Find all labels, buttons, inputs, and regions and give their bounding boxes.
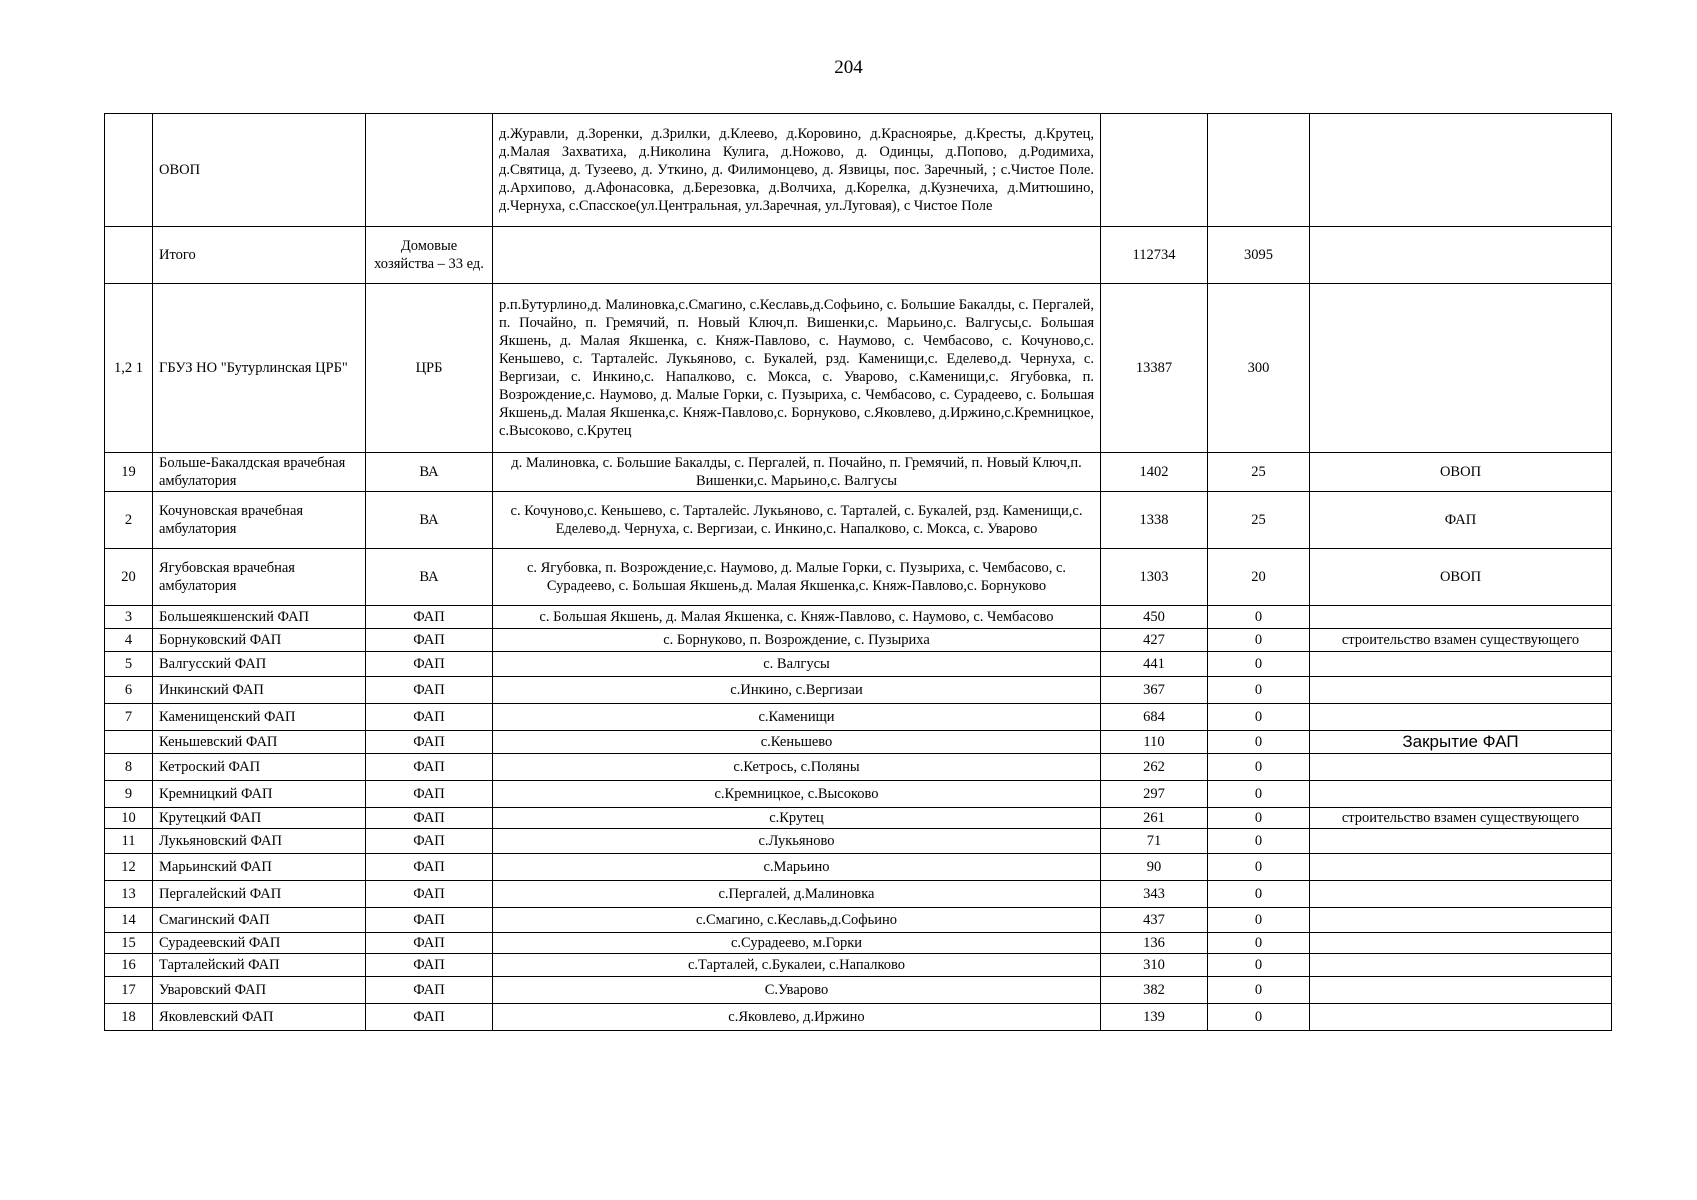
table-row	[105, 781, 1612, 808]
service-area: с.Смагино, с.Кеславь,д.Софьино	[493, 908, 1101, 933]
value: 20	[1208, 549, 1310, 606]
note: ФАП	[1310, 492, 1612, 549]
facility-name: Крутецкий ФАП	[153, 808, 366, 829]
value	[1208, 114, 1310, 227]
facility-type: ФАП	[366, 629, 493, 652]
table-row	[105, 453, 1612, 492]
population: 310	[1101, 954, 1208, 977]
value: 0	[1208, 808, 1310, 829]
value: 0	[1208, 754, 1310, 781]
table-row	[105, 284, 1612, 453]
row-number: 20	[105, 549, 153, 606]
row-number	[105, 114, 153, 227]
service-area: с. Борнуково, п. Возрождение, с. Пузыриха	[493, 629, 1101, 652]
population: 684	[1101, 704, 1208, 731]
value: 0	[1208, 908, 1310, 933]
service-area: с. Ягубовка, п. Возрождение,с. Наумово, д. Малые Горки, с. Пузыриха, с. Чембасово, с. Сурадеево, с. Большая Якшень,д. Малая Якшенка,с. Княж-Павлово,с. Борнуково	[493, 549, 1101, 606]
table-row	[105, 829, 1612, 854]
facility-type: Домовые хозяйства – 33 ед.	[366, 227, 493, 284]
facility-name: Тарталейский ФАП	[153, 954, 366, 977]
service-area: с.Яковлево, д.Иржино	[493, 1004, 1101, 1031]
facility-name: Пергалейский ФАП	[153, 881, 366, 908]
table-row	[105, 754, 1612, 781]
facility-type: ФАП	[366, 854, 493, 881]
row-number: 6	[105, 677, 153, 704]
row-number: 9	[105, 781, 153, 808]
facility-type: ЦРБ	[366, 284, 493, 453]
population	[1101, 114, 1208, 227]
value: 0	[1208, 881, 1310, 908]
note: Закрытие ФАП	[1310, 731, 1612, 754]
facility-name: Лукьяновский ФАП	[153, 829, 366, 854]
row-number: 16	[105, 954, 153, 977]
row-number: 15	[105, 933, 153, 954]
note	[1310, 977, 1612, 1004]
table-row	[105, 704, 1612, 731]
service-area: с.Марьино	[493, 854, 1101, 881]
note	[1310, 704, 1612, 731]
population: 112734	[1101, 227, 1208, 284]
table-row	[105, 549, 1612, 606]
service-area: с.Лукьяново	[493, 829, 1101, 854]
note: ОВОП	[1310, 549, 1612, 606]
facility-name: Больше-Бакалдская врачебная амбулатория	[153, 453, 366, 492]
row-number: 17	[105, 977, 153, 1004]
note	[1310, 908, 1612, 933]
service-area: с.Крутец	[493, 808, 1101, 829]
population: 343	[1101, 881, 1208, 908]
service-area: с.Тарталей, с.Букалеи, с.Напалково	[493, 954, 1101, 977]
table-row	[105, 1004, 1612, 1031]
row-number	[105, 731, 153, 754]
facility-name: Валгусский ФАП	[153, 652, 366, 677]
value: 0	[1208, 954, 1310, 977]
note	[1310, 933, 1612, 954]
note: ОВОП	[1310, 453, 1612, 492]
population: 110	[1101, 731, 1208, 754]
table-row	[105, 933, 1612, 954]
table-row	[105, 854, 1612, 881]
value: 0	[1208, 629, 1310, 652]
row-number: 5	[105, 652, 153, 677]
value: 0	[1208, 731, 1310, 754]
facility-type: ФАП	[366, 781, 493, 808]
service-area: с.Кеньшево	[493, 731, 1101, 754]
facility-name: ОВОП	[153, 114, 366, 227]
note	[1310, 754, 1612, 781]
facility-name: Каменищенский ФАП	[153, 704, 366, 731]
note	[1310, 1004, 1612, 1031]
population: 450	[1101, 606, 1208, 629]
facility-name: Большеякшенский ФАП	[153, 606, 366, 629]
row-number: 4	[105, 629, 153, 652]
facility-name: Кремницкий ФАП	[153, 781, 366, 808]
facility-type	[366, 114, 493, 227]
value: 3095	[1208, 227, 1310, 284]
facility-type: ФАП	[366, 908, 493, 933]
row-number: 12	[105, 854, 153, 881]
table-row	[105, 227, 1612, 284]
population: 13387	[1101, 284, 1208, 453]
facility-name: Марьинский ФАП	[153, 854, 366, 881]
population: 367	[1101, 677, 1208, 704]
facility-type: ВА	[366, 492, 493, 549]
service-area: р.п.Бутурлино,д. Малиновка,с.Смагино, с.Кеславь,д.Софьино, с. Большие Бакалды, с. Пергалей, п. Почайно, п. Гремячий, п. Новый Ключ,п. Вишенки,с. Марьино,с. Валгусы,с. Большая Якшень, д. Малая Якшенка, с. Княж-Павлово, с. Наумово, с. Чембасово, с. Кочуново,с. Кеньшево, с. Тарталейс. Лукьяново, с. Букалей, рзд. Каменищи,с. Еделево,д. Чернуха, с. Вергизаи, с. Инкино,с. Напалково, с. Мокса, с. Уварово, с.Каменищи,с. Ягубовка, п. Возрождение,с. Наумово, д. Малые Горки, с. Пузыриха, с. Чембасово, с. Сурадеево, с. Большая Якшень,д. Малая Якшенка,с. Княж-Павлово,с. Борнуково, с.Яковлево, д.Иржино,с.Кремницкое, с.Высоково, с.Крутец	[493, 284, 1101, 453]
table-row	[105, 652, 1612, 677]
value: 300	[1208, 284, 1310, 453]
row-number	[105, 227, 153, 284]
row-number: 1,2 1	[105, 284, 153, 453]
row-number: 18	[105, 1004, 153, 1031]
note	[1310, 954, 1612, 977]
note	[1310, 114, 1612, 227]
facility-type: ФАП	[366, 808, 493, 829]
service-area: с.Каменищи	[493, 704, 1101, 731]
value: 0	[1208, 933, 1310, 954]
facility-type: ФАП	[366, 652, 493, 677]
facility-type: ФАП	[366, 881, 493, 908]
facility-type: ФАП	[366, 677, 493, 704]
service-area: д. Малиновка, с. Большие Бакалды, с. Пергалей, п. Почайно, п. Гремячий, п. Новый Ключ,п. Вишенки,с. Марьино,с. Валгусы	[493, 453, 1101, 492]
note	[1310, 227, 1612, 284]
service-area: с.Пергалей, д.Малиновка	[493, 881, 1101, 908]
population: 71	[1101, 829, 1208, 854]
note	[1310, 284, 1612, 453]
population: 382	[1101, 977, 1208, 1004]
population: 90	[1101, 854, 1208, 881]
service-area: с. Большая Якшень, д. Малая Якшенка, с. Княж-Павлово, с. Наумово, с. Чембасово	[493, 606, 1101, 629]
table-row	[105, 629, 1612, 652]
facility-name: Итого	[153, 227, 366, 284]
facility-type: ФАП	[366, 704, 493, 731]
facility-type: ФАП	[366, 731, 493, 754]
service-area: с. Валгусы	[493, 652, 1101, 677]
value: 0	[1208, 677, 1310, 704]
service-area: с.Кетрось, с.Поляны	[493, 754, 1101, 781]
population: 139	[1101, 1004, 1208, 1031]
table-row	[105, 881, 1612, 908]
value: 0	[1208, 829, 1310, 854]
population: 1338	[1101, 492, 1208, 549]
value: 0	[1208, 704, 1310, 731]
population: 1402	[1101, 453, 1208, 492]
facility-type: ФАП	[366, 954, 493, 977]
note	[1310, 677, 1612, 704]
value: 0	[1208, 854, 1310, 881]
service-area: с. Кочуново,с. Кеньшево, с. Тарталейс. Лукьяново, с. Тарталей, с. Букалей, рзд. Каменищи,с. Еделево,д. Чернуха, с. Вергизаи, с. Инкино,с. Напалково, с. Мокса, с. Уварово	[493, 492, 1101, 549]
note: строительство взамен существующего	[1310, 808, 1612, 829]
facility-name: Яковлевский ФАП	[153, 1004, 366, 1031]
table-row	[105, 808, 1612, 829]
population: 427	[1101, 629, 1208, 652]
row-number: 2	[105, 492, 153, 549]
value: 0	[1208, 1004, 1310, 1031]
service-area: с.Кремницкое, с.Высоково	[493, 781, 1101, 808]
population: 262	[1101, 754, 1208, 781]
table-row	[105, 677, 1612, 704]
value: 0	[1208, 606, 1310, 629]
value: 25	[1208, 453, 1310, 492]
value: 0	[1208, 652, 1310, 677]
note	[1310, 781, 1612, 808]
facility-type: ФАП	[366, 1004, 493, 1031]
population: 441	[1101, 652, 1208, 677]
table-row	[105, 731, 1612, 754]
table-row	[105, 606, 1612, 629]
row-number: 7	[105, 704, 153, 731]
facility-type: ФАП	[366, 829, 493, 854]
facility-type: ФАП	[366, 933, 493, 954]
population: 437	[1101, 908, 1208, 933]
row-number: 3	[105, 606, 153, 629]
facility-name: Борнуковский ФАП	[153, 629, 366, 652]
facility-type: ФАП	[366, 977, 493, 1004]
service-area: С.Уварово	[493, 977, 1101, 1004]
value: 0	[1208, 781, 1310, 808]
table-row	[105, 977, 1612, 1004]
note	[1310, 854, 1612, 881]
table-row	[105, 492, 1612, 549]
table-row	[105, 114, 1612, 227]
row-number: 10	[105, 808, 153, 829]
table-row	[105, 908, 1612, 933]
service-area: д.Журавли, д.Зоренки, д.Зрилки, д.Клеево, д.Коровино, д.Красноярье, д.Кресты, д.Крутец, д.Малая Захватиха, д.Николина Кулига, д.Ножово, д. Одинцы, д.Попово, д.Родимиха, д.Святица, д. Тузеево, д. Уткино, д. Филимонцево, д. Язвицы, пос. Заречный, ; с.Чистое Поле. д.Архипово, д.Афонасовка, д.Березовка, д.Волчиха, д.Корелка, д.Кузнечиха, д.Митюшино, д.Чернуха, с.Спасское(ул.Центральная, ул.Заречная, ул.Луговая), с Чистое Поле	[493, 114, 1101, 227]
facility-name: Ягубовская врачебная амбулатория	[153, 549, 366, 606]
facility-name: ГБУЗ НО "Бутурлинская ЦРБ"	[153, 284, 366, 453]
note: строительство взамен существующего	[1310, 629, 1612, 652]
row-number: 13	[105, 881, 153, 908]
facility-name: Сурадеевский ФАП	[153, 933, 366, 954]
facility-type: ВА	[366, 549, 493, 606]
row-number: 14	[105, 908, 153, 933]
service-area: с.Инкино, с.Вергизаи	[493, 677, 1101, 704]
note	[1310, 829, 1612, 854]
facility-type: ФАП	[366, 606, 493, 629]
facility-name: Кеньшевский ФАП	[153, 731, 366, 754]
note	[1310, 881, 1612, 908]
facility-name: Кочуновская врачебная амбулатория	[153, 492, 366, 549]
table-row	[105, 954, 1612, 977]
service-area: с.Сурадеево, м.Горки	[493, 933, 1101, 954]
row-number: 8	[105, 754, 153, 781]
facility-name: Смагинский ФАП	[153, 908, 366, 933]
population: 136	[1101, 933, 1208, 954]
facility-name: Уваровский ФАП	[153, 977, 366, 1004]
population: 297	[1101, 781, 1208, 808]
note	[1310, 606, 1612, 629]
value: 25	[1208, 492, 1310, 549]
service-area	[493, 227, 1101, 284]
facility-type: ВА	[366, 453, 493, 492]
facility-name: Инкинский ФАП	[153, 677, 366, 704]
facility-name: Кетроский ФАП	[153, 754, 366, 781]
population: 261	[1101, 808, 1208, 829]
facility-type: ФАП	[366, 754, 493, 781]
row-number: 19	[105, 453, 153, 492]
population: 1303	[1101, 549, 1208, 606]
row-number: 11	[105, 829, 153, 854]
page-number: 204	[834, 57, 863, 78]
facilities-table	[104, 113, 1612, 1031]
note	[1310, 652, 1612, 677]
value: 0	[1208, 977, 1310, 1004]
